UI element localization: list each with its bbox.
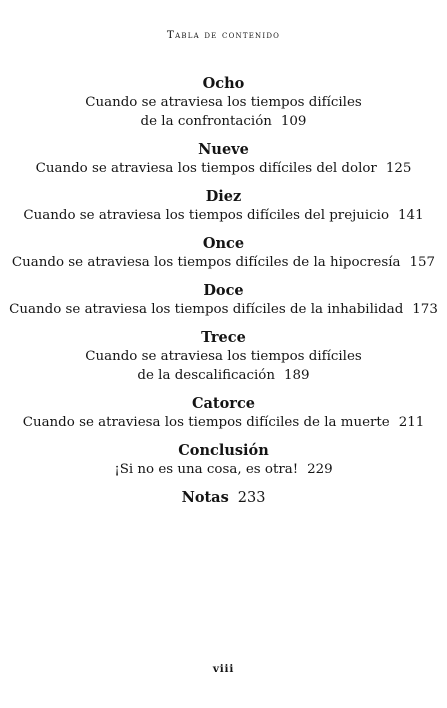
chapter-subtitle-text: Cuando se atraviesa los tiempos difíciles del dolor	[35, 161, 377, 176]
notes-title: Notas	[181, 489, 229, 506]
page-number: 125	[385, 161, 412, 176]
chapter-title: Ocho	[202, 75, 245, 92]
chapter-subtitle-line	[0, 460, 447, 479]
chapter-subtitle-line	[0, 159, 447, 178]
running-header: Tabla de contenido	[166, 29, 281, 41]
chapter-subtitle-text: Cuando se atraviesa los tiempos difíciles de la inhabilidad	[9, 302, 404, 317]
chapter-subtitle-line	[0, 413, 447, 432]
chapter-subtitle-text: de la descalificación	[137, 368, 275, 383]
chapter-subtitle-line	[0, 300, 447, 319]
toc-entry-doce	[0, 281, 447, 319]
page-number: 233	[237, 490, 266, 506]
toc-entry-catorce	[0, 394, 447, 432]
toc-entry-notas	[0, 488, 447, 508]
page-number: 189	[284, 368, 310, 383]
chapter-title: Conclusión	[178, 442, 269, 459]
page-number: 211	[398, 415, 425, 430]
chapter-subtitle-line: Cuando se atraviesa los tiempos difíciles	[85, 95, 362, 110]
chapter-subtitle-text: Cuando se atraviesa los tiempos difíciles de la muerte	[22, 415, 390, 430]
toc-entry-ocho	[0, 74, 447, 131]
page-number: 229	[307, 462, 333, 477]
toc-entry-once	[0, 234, 447, 272]
toc-entry-diez	[0, 187, 447, 225]
chapter-subtitle-text: Cuando se atraviesa los tiempos difíciles del prejuicio	[23, 208, 390, 223]
chapter-title: Trece	[201, 329, 246, 346]
chapter-subtitle-text: Cuando se atraviesa los tiempos difíciles de la hipocresía	[11, 255, 401, 270]
chapter-subtitle-text: de la confrontación	[140, 114, 272, 129]
chapter-subtitle-line	[0, 206, 447, 225]
chapter-title: Catorce	[192, 395, 255, 412]
table-of-contents	[0, 74, 447, 508]
page-number: 109	[280, 114, 307, 129]
chapter-title: Once	[202, 235, 245, 252]
chapter-subtitle-line	[0, 366, 447, 385]
page-number: 141	[398, 208, 424, 223]
chapter-subtitle-line: Cuando se atraviesa los tiempos difíciles	[85, 349, 362, 364]
chapter-title: Diez	[205, 188, 242, 205]
page-number: 157	[409, 255, 436, 270]
chapter-title: Doce	[203, 282, 244, 299]
toc-entry-conclusion	[0, 441, 447, 479]
folio-page-number: viii	[212, 663, 235, 675]
page-number: 173	[412, 302, 438, 317]
toc-entry-nueve	[0, 140, 447, 178]
toc-entry-trece	[0, 328, 447, 385]
chapter-title: Nueve	[198, 141, 249, 158]
chapter-subtitle-text: ¡Si no es una cosa, es otra!	[114, 462, 299, 477]
chapter-subtitle-line	[0, 253, 447, 272]
chapter-subtitle-line	[0, 112, 447, 131]
